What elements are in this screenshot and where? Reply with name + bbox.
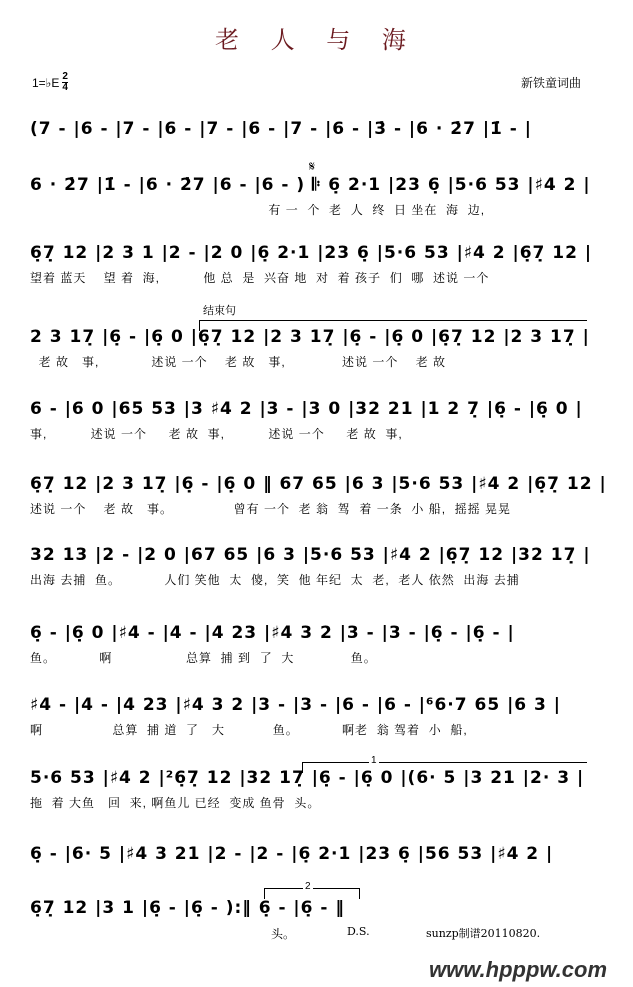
site-watermark: www.hpppw.com bbox=[429, 957, 608, 982]
time-sig-top: 2 bbox=[62, 71, 68, 82]
score-row-2 bbox=[30, 174, 590, 218]
key-label: 1=♭E bbox=[32, 75, 60, 90]
lyric-line: 述说 一个 老 故 事。 曾有 一个 老 翁 驾 着 一条 小 船, 摇摇 晃晃 bbox=[30, 502, 512, 516]
key-signature bbox=[32, 72, 68, 93]
notation-line: 6 · 2̇7 |1̇ - |6 · 2̇7 |6 - |6 - ) 𝄆 6̣ 2·1 |23 6̣ |5·6 53 |♯4 2 | bbox=[30, 175, 591, 195]
notation-line: 6̣7̣ 12 |2 3 1 |2 - |2 0 |6̣ 2·1 |23 6̣ |5·6 53 |♯4 2 |6̣7̣ 12 | bbox=[30, 243, 593, 263]
lyric-line: 望着 蓝天 望 着 海, 他 总 是 兴奋 地 对 着 孩子 们 哪 述说 一个 bbox=[30, 271, 490, 285]
lyric-line: 啊 总算 捕 道 了 大 鱼。 啊老 翁 驾着 小 船, bbox=[30, 723, 468, 737]
score-row-4 bbox=[30, 326, 590, 370]
score-row-3 bbox=[30, 242, 593, 286]
score-row-7 bbox=[30, 544, 590, 588]
lyric-line: 有 一 个 老 人 终 日 坐在 海 边, bbox=[30, 203, 486, 217]
lyric-line: 鱼。 啊 总算 捕 到 了 大 鱼。 bbox=[30, 651, 377, 665]
notation-line: 5·6 53 |♯4 2 |²6̣7̣ 12 |32 17̣ |6̣ - |6̣ 0 |(6· 5 |3 21 |2· 3 | bbox=[30, 768, 585, 788]
notation-line: 6 - |6 0 |65 53 |3 ♯4 2 |3 - |3 0 |32 21 |1 2 7̣ |6̣ - |6̣ 0 | bbox=[30, 399, 583, 419]
notation-line: 2 3 17̣ |6̣ - |6̣ 0 |6̣7̣ 12 |2 3 17̣ |6̣ - |6̣ 0 |6̣7̣ 12 |2 3 17̣ | bbox=[30, 327, 590, 347]
notation-line: (7 - |6 - |7 - |6 - |7 - |6 - |7 - |6 - |3̇ - |6 · 2̇7 |1̇ - | bbox=[30, 119, 532, 139]
time-sig-bottom: 4 bbox=[62, 82, 68, 93]
lyric-line: 出海 去捕 鱼。 人们 笑他 太 傻, 笑 他 年纪 太 老, 老人 依然 出海 去捕 bbox=[30, 573, 520, 587]
segno-icon: 𝄋 bbox=[309, 158, 316, 174]
notation-line: 32 13 |2 - |2 0 |67 65 |6 3 |5·6 53 |♯4 2 |6̣7̣ 12 |32 17̣ | bbox=[30, 545, 591, 565]
notation-line: 6̣7̣ 12 |2 3 17̣ |6̣ - |6̣ 0 ‖ 67 65 |6 3 |5·6 53 |♯4 2 |6̣7̣ 12 | bbox=[30, 474, 607, 494]
ending-phrase-label: 结束句 bbox=[203, 305, 236, 317]
final-lyric: 头。 bbox=[271, 927, 296, 941]
score-row-1 bbox=[30, 118, 590, 140]
score-row-9 bbox=[30, 694, 590, 738]
lyric-line: 老 故 事, 述说 一个 老 故 事, 述说 一个 老 故 bbox=[30, 355, 447, 369]
notation-line: ♯4 - |4 - |4 23 |♯4 3 2 |3 - |3 - |6 - |6 - |⁶6·7 65 |6 3 | bbox=[30, 695, 561, 715]
dal-segno-mark: D.S. bbox=[347, 925, 370, 938]
song-title: 老 人 与 海 bbox=[215, 26, 418, 54]
score-row-8 bbox=[30, 622, 590, 666]
composer-credit: 新铁童词曲 bbox=[520, 76, 581, 90]
notation-line: 6̣7̣ 12 |3 1 |6̣ - |6̣ - ):‖ 6̣ - |6̣ - ‖ bbox=[30, 898, 345, 918]
score-row-6 bbox=[30, 473, 607, 517]
transcriber-credit: sunzp制谱20110820. bbox=[426, 927, 541, 940]
volta-2-label: 2 bbox=[305, 881, 311, 892]
score-row-11 bbox=[30, 843, 590, 865]
lyric-line: 事, 述说 一个 老 故 事, 述说 一个 老 故 事, bbox=[30, 427, 403, 441]
lyric-line: 拖 着 大鱼 回 来, 啊鱼儿 已经 变成 鱼骨 头。 bbox=[30, 796, 321, 810]
time-signature bbox=[62, 72, 68, 93]
score-row-5 bbox=[30, 398, 590, 442]
score-row-12 bbox=[30, 897, 590, 919]
score-row-10 bbox=[30, 767, 590, 811]
notation-line: 6̣ - |6· 5 |♯4 3 21 |2 - |2 - |6̣ 2·1 |23 6̣ |56 53 |♯4 2 | bbox=[30, 844, 554, 864]
notation-line: 6̣ - |6̣ 0 |♯4 - |4 - |4 23 |♯4 3 2 |3 - |3 - |6̣ - |6̣ - | bbox=[30, 623, 515, 643]
volta-1-label: 1 bbox=[371, 755, 377, 766]
